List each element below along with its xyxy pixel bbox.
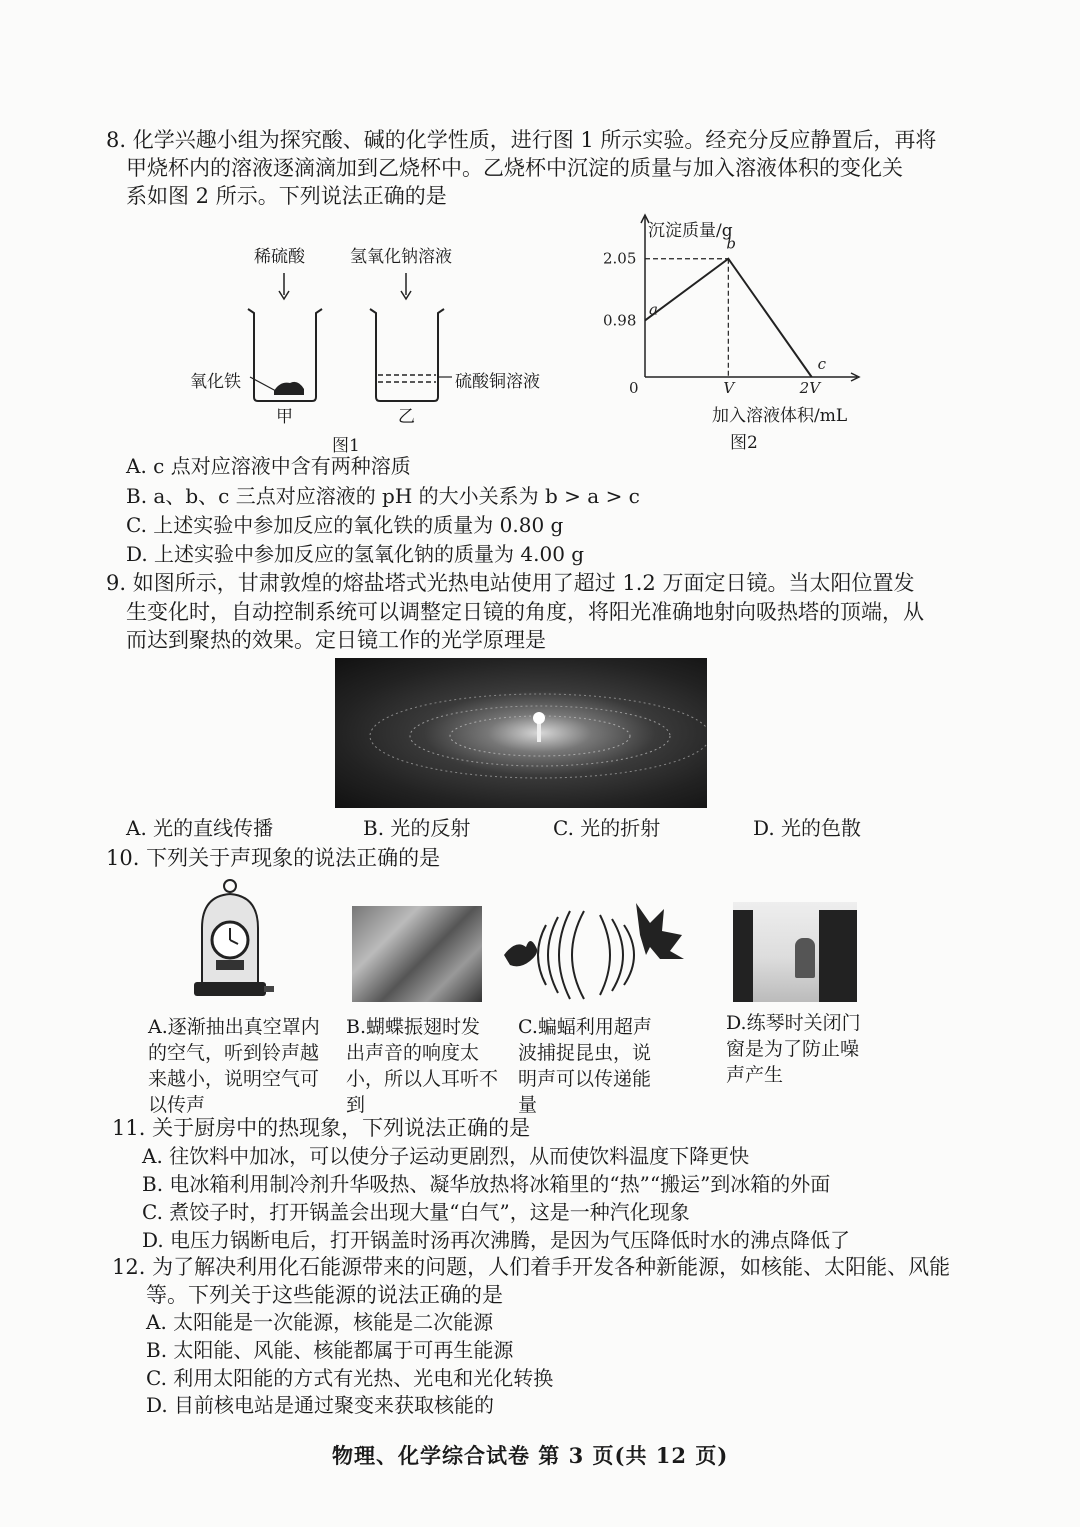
chart-ylabel: 沉淀质量/g — [648, 221, 733, 241]
q10-option-d: D.练琴时关闭门窗是为了防止噪声产生 — [726, 1012, 861, 1086]
q12-option-d: D. 目前核电站是通过聚变来获取核能的 — [146, 1393, 495, 1417]
q11-option-d: D. 电压力锅断电后，打开锅盖时汤再次沸腾，是因为气压降低时水的沸点降低了 — [142, 1228, 851, 1252]
x-tick-label: V — [723, 379, 735, 397]
beaker-yi-label: 乙 — [398, 407, 415, 427]
chart-xlabel: 加入溶液体积/mL — [712, 406, 848, 426]
origin-label: 0 — [629, 379, 639, 397]
q8-option-c: C. 上述实验中参加反应的氧化铁的质量为 0.80 g — [126, 513, 564, 537]
q12-stem-line2: 等。下列关于这些能源的说法正确的是 — [146, 1283, 503, 1307]
figure-1-caption: 图1 — [332, 436, 360, 456]
q12-option-b: B. 太阳能、风能、核能都属于可再生能源 — [146, 1338, 514, 1362]
heliostat-field-image — [335, 658, 707, 808]
q10-stem: 10. 下列关于声现象的说法正确的是 — [106, 846, 441, 870]
q11-option-b: B. 电冰箱利用制冷剂升华吸热、凝华放热将冰箱里的“热”“搬运”到冰箱的外面 — [142, 1172, 831, 1196]
point-label-b: b — [726, 234, 736, 253]
q8-option-d: D. 上述实验中参加反应的氢氧化钠的质量为 4.00 g — [126, 542, 585, 566]
y-tick-label: 0.98 — [603, 311, 637, 330]
q11-stem: 11. 关于厨房中的热现象，下列说法正确的是 — [112, 1116, 531, 1140]
q10-option-b: B.蝴蝶振翅时发出声音的响度太小，所以人耳听不到 — [346, 1016, 499, 1116]
precipitate-chart — [590, 205, 880, 400]
q10-option-a: A.逐渐抽出真空罩内的空气，听到铃声越来越小，说明空气可以传声 — [148, 1016, 320, 1116]
q8-stem-line3: 系如图 2 所示。下列说法正确的是 — [126, 184, 447, 208]
bat-ultrasound-image — [500, 895, 690, 1007]
figure-2-caption: 图2 — [730, 433, 758, 453]
x-tick-label: 2V — [799, 379, 821, 397]
q9-stem-line1: 9. 如图所示，甘肃敦煌的熔盐塔式光热电站使用了超过 1.2 万面定日镜。当太阳位置发 — [106, 571, 915, 595]
q9-option-b: B. 光的反射 — [363, 816, 471, 840]
solution-label: 硫酸铜溶液 — [455, 372, 540, 392]
butterfly-photo — [352, 906, 482, 1002]
piano-photo — [733, 902, 857, 1002]
beaker-yi — [370, 309, 452, 401]
q10-option-c: C.蝙蝠利用超声波捕捉昆虫，说明声可以传递能量 — [518, 1016, 652, 1116]
base-label: 氢氧化钠溶液 — [350, 247, 452, 267]
q8-option-b: B. a、b、c 三点对应溶液的 pH 的大小关系为 b > a > c — [126, 484, 640, 508]
point-label-c: c — [817, 355, 827, 373]
q11-option-a: A. 往饮料中加冰，可以使分子运动更剧烈，从而使饮料温度下降更快 — [142, 1144, 750, 1168]
q9-stem-line3: 而达到聚热的效果。定日镜工作的光学原理是 — [126, 628, 546, 652]
acid-label: 稀硫酸 — [254, 247, 305, 267]
q12-option-a: A. 太阳能是一次能源，核能是二次能源 — [146, 1310, 494, 1334]
q12-stem-line1: 12. 为了解决利用化石能源带来的问题，人们着手开发各种新能源，如核能、太阳能、风能 — [112, 1255, 951, 1279]
q9-stem-line2: 生变化时，自动控制系统可以调整定日镜的角度，将阳光准确地射向吸热塔的顶端，从 — [126, 600, 924, 624]
beaker-jia — [248, 309, 322, 401]
point-label-a: a — [649, 300, 658, 319]
q9-option-a: A. 光的直线传播 — [126, 816, 274, 840]
beakers-drawing — [180, 265, 560, 430]
q11-option-c: C. 煮饺子时，打开锅盖会出现大量“白气”，这是一种汽化现象 — [142, 1200, 690, 1224]
q8-stem-line2: 甲烧杯内的溶液逐滴滴加到乙烧杯中。乙烧杯中沉淀的质量与加入溶液体积的变化关 — [126, 156, 903, 180]
bell-jar-image — [190, 878, 276, 1006]
q12-option-c: C. 利用太阳能的方式有光热、光电和光化转换 — [146, 1366, 554, 1390]
page-footer: 物理、化学综合试卷 第 3 页(共 12 页) — [332, 1443, 729, 1468]
y-tick-label: 2.05 — [603, 249, 637, 268]
q9-option-d: D. 光的色散 — [753, 816, 862, 840]
beaker-jia-label: 甲 — [276, 407, 293, 427]
solid-label: 氧化铁 — [190, 372, 241, 392]
solar-plant-photo — [335, 658, 707, 808]
q8-option-a: A. c 点对应溶液中含有两种溶质 — [126, 454, 411, 478]
q9-option-c: C. 光的折射 — [553, 816, 661, 840]
q8-stem-line1: 8. 化学兴趣小组为探究酸、碱的化学性质，进行图 1 所示实验。经充分反应静置后，再将 — [106, 128, 937, 152]
